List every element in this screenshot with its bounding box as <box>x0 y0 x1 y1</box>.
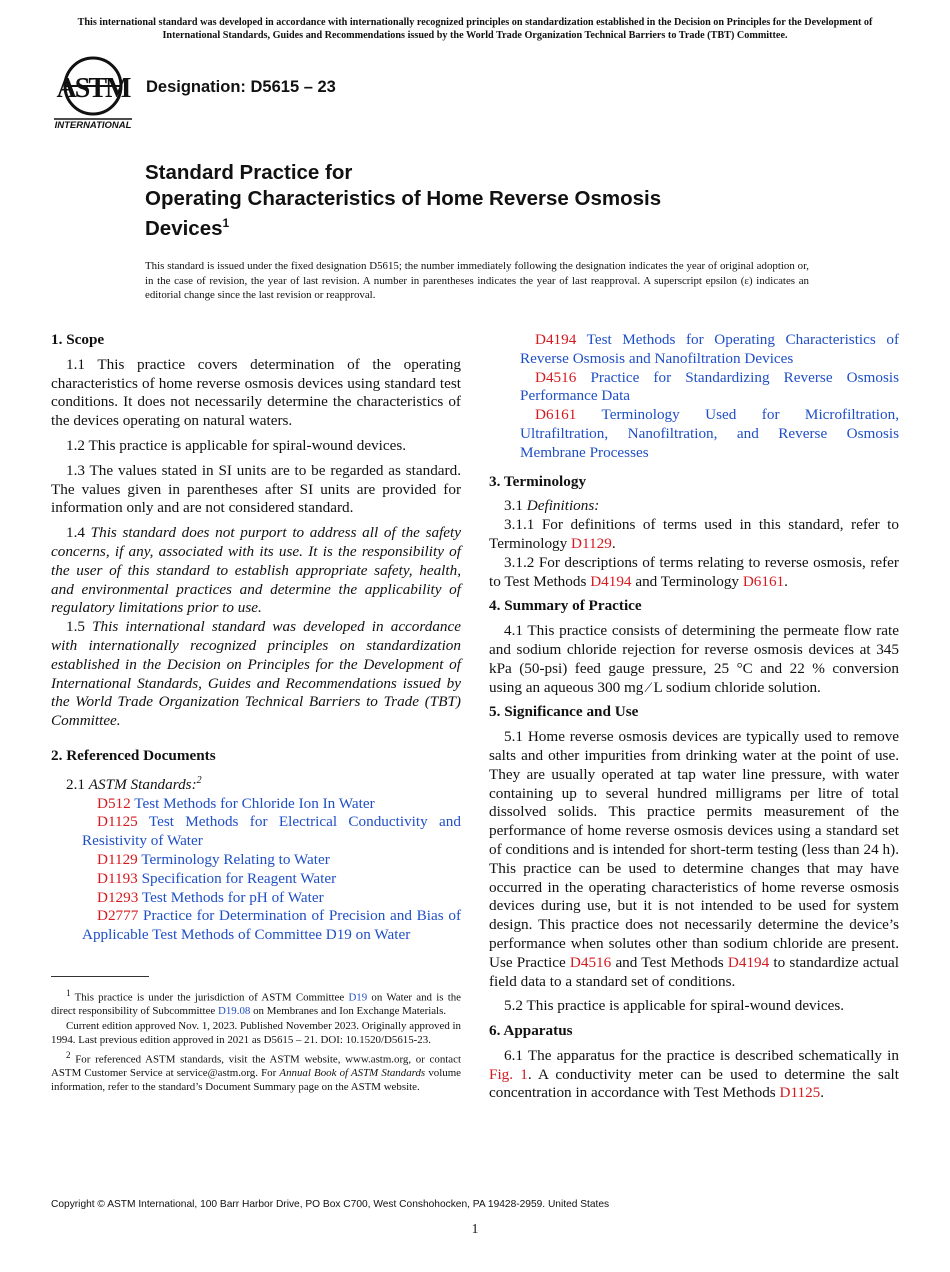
section-4-heading: 4. Summary of Practice <box>489 597 642 615</box>
link-d4516[interactable]: D4516 <box>569 953 612 971</box>
para-1-4: 1.4 This standard does not purport to address all of the safety concerns, if any, associated with its use. It is the responsibility of the user of this standard to establish appropriate safety, health, and environmental practices and determine the applicability of regulatory limitations prior to use. <box>51 524 462 617</box>
title-line-3: Devices <box>145 216 223 240</box>
link-d1125[interactable]: D1125 <box>779 1084 821 1102</box>
section-1-heading: 1. Scope <box>51 331 105 348</box>
footnotes <box>51 987 461 1096</box>
section-2-heading: 2. Referenced Documents <box>51 746 216 764</box>
para-1-2: 1.2 This practice is applicable for spiral-wound devices. <box>66 436 407 454</box>
copyright: Copyright © ASTM International, 100 Barr Harbor Drive, PO Box C700, West Conshohocken, PA 19428-2959. United States <box>51 1199 610 1210</box>
title-line-2: Operating Characteristics of Home Reverse Osmosis <box>145 186 662 210</box>
para-6-1: 6.1 The apparatus for the practice is described schematically in Fig. 1. A conductivity meter can be used to determine the salt concentration in accordance with Test Methods D1125. <box>489 1046 900 1102</box>
page-number: 1 <box>471 1221 479 1236</box>
link-d19[interactable]: D19 <box>348 991 368 1004</box>
link-fig-1[interactable]: Fig. 1 <box>489 1065 528 1083</box>
edition-note: Current edition approved Nov. 1, 2023. Published November 2023. Originally approved in 1994. Last previous edition approved in 2021 as D5615 – 21. DOI: 10.1520/D5615-23. <box>51 1020 461 1046</box>
ref-d512[interactable]: D512 Test Methods for Chloride Ion In Water <box>97 794 375 812</box>
ref-d2777[interactable]: D2777 Practice for Determination of Precision and Bias of Applicable Test Methods of Committee D19 on Water <box>82 907 462 944</box>
para-5-2: 5.2 This practice is applicable for spiral-wound devices. <box>504 997 845 1015</box>
link-d1129[interactable]: D1129 <box>571 534 612 552</box>
footnote-rule <box>51 976 149 977</box>
para-2-1: 2.1 ASTM Standards:$^2$ <box>66 774 202 793</box>
designation: Designation: D5615 – 23 <box>146 78 336 96</box>
para-3-1: 3.1 Definitions: <box>504 497 600 515</box>
document-title <box>145 160 845 241</box>
link-d19-08[interactable]: D19.08 <box>217 1005 251 1018</box>
astm-logo <box>52 56 134 132</box>
link-d6161[interactable]: D6161 <box>742 572 785 590</box>
title-line-1: Standard Practice for <box>145 161 353 184</box>
para-1-3: 1.3 The values stated in SI units are to be regarded as standard. The values given in parentheses after SI units are provided for information only and are not considered standard. <box>51 461 461 517</box>
para-5-1: 5.1 Home reverse osmosis devices are typically used to remove salts and other impurities from drinking water at the point of use. They are usually operated at tap water line pressure, with water containing up to several hundred milligrams per litre of total dissolved solids. This practice permits measurement of the performance of home reverse osmosis devices using a standard set of conditions and is intended for short-term testing (less than 24 h). This practice can be used to determine changes that may have occurred in the operating characteristics of home reverse osmosis devices during use, but it is not intended to be used for system design. This practice does not necessarily determine the device’s performance when solutes other than sodium chloride are present. Use Practice D4516 and Test Methods D4194 to standardize actual field data to a standard set of conditions. <box>489 728 900 990</box>
ref-d1125[interactable]: D1125 Test Methods for Electrical Conductivity and Resistivity of Water <box>82 813 461 850</box>
para-4-1: 4.1 This practice consists of determining the permeate flow rate and sodium chloride rejection for reverse osmosis devices at 345 kPa (50-psi) feed gauge pressure, 25 °C and 22 % conversion using an aqueous 300 mg ⁄ L sodium chloride solution. <box>489 622 899 696</box>
para-3-1-1: 3.1.1 For definitions of terms used in this standard, refer to Terminology D1129. <box>489 516 899 552</box>
top-notice: This international standard was developed in accordance with internationally recognized principles on standardization established in the Decision on Principles for the Development of International Standards, Guides and Recommendations issued by the World Trade Organization Technical Barriers to Trade (TBT) Committee. <box>77 17 873 41</box>
link-d4194[interactable]: D4194 <box>590 572 632 590</box>
ref-d6161[interactable]: D6161 Terminology Used for Microfiltration, Ultrafiltration, Nanofiltration, and Reverse Osmosis Membrane Processes <box>520 406 899 461</box>
right-column <box>489 331 899 1103</box>
ref-d4516[interactable]: D4516 Practice for Standardizing Reverse Osmosis Performance Data <box>520 368 899 405</box>
para-1-1: 1.1 This practice covers determination of the operating characteristics of home reverse osmosis devices using standard test conditions. It does not necessarily determine the characteristics of the devices operating on natural waters. <box>51 355 461 430</box>
section-3-heading: 3. Terminology <box>489 472 587 490</box>
link-d4194-2[interactable]: D4194 <box>727 953 770 971</box>
svg-text:INTERNATIONAL: INTERNATIONAL <box>54 120 132 131</box>
ref-d4194[interactable]: D4194 Test Methods for Operating Characteristics of Reverse Osmosis and Nanofiltration Devices <box>520 331 900 367</box>
footnote-1: $^1$ This practice is under the jurisdiction of ASTM Committee D19 on Water and is the direct responsibility of Subcommittee D19.08 on Membranes and Ion Exchange Materials. <box>51 988 461 1018</box>
issue-note: This standard is issued under the fixed designation D5615; the number immediately following the designation indicates the year of original adoption or, in the case of revision, the year of last revision. A number in parentheses indicates the year of last reapproval. A superscript epsilon (ε) indicates an editorial change since the last revision or reapproval. <box>145 260 809 301</box>
left-column <box>51 331 461 945</box>
para-1-5: 1.5 This international standard was developed in accordance with internationally recognized principles on standardization established in the Decision on Principles for the Development of International Standards, Guides and Recommendations issued by the World Trade Organization Technical Barriers to Trade (TBT) Committee. <box>51 618 462 730</box>
section-6-heading: 6. Apparatus <box>489 1022 573 1040</box>
footnote-2: $^2$ For referenced ASTM standards, visit the ASTM website, www.astm.org, or contact ASTM Customer Service at service@astm.org. For Annual Book of ASTM Standards volume information, refer to the standard’s Document Summary page on the ASTM website. <box>51 1050 462 1093</box>
ref-d1129[interactable]: D1129 Terminology Relating to Water <box>97 850 330 868</box>
ref-d1293[interactable]: D1293 Test Methods for pH of Water <box>97 888 324 906</box>
svg-text:ASTM: ASTM <box>56 73 130 104</box>
ref-d1193[interactable]: D1193 Specification for Reagent Water <box>97 869 337 887</box>
title-footnote-mark: 1 <box>222 216 230 230</box>
section-5-heading: 5. Significance and Use <box>489 703 639 721</box>
para-3-1-2: 3.1.2 For descriptions of terms relating to reverse osmosis, refer to Test Methods D4194 and Terminology D6161. <box>489 553 899 590</box>
